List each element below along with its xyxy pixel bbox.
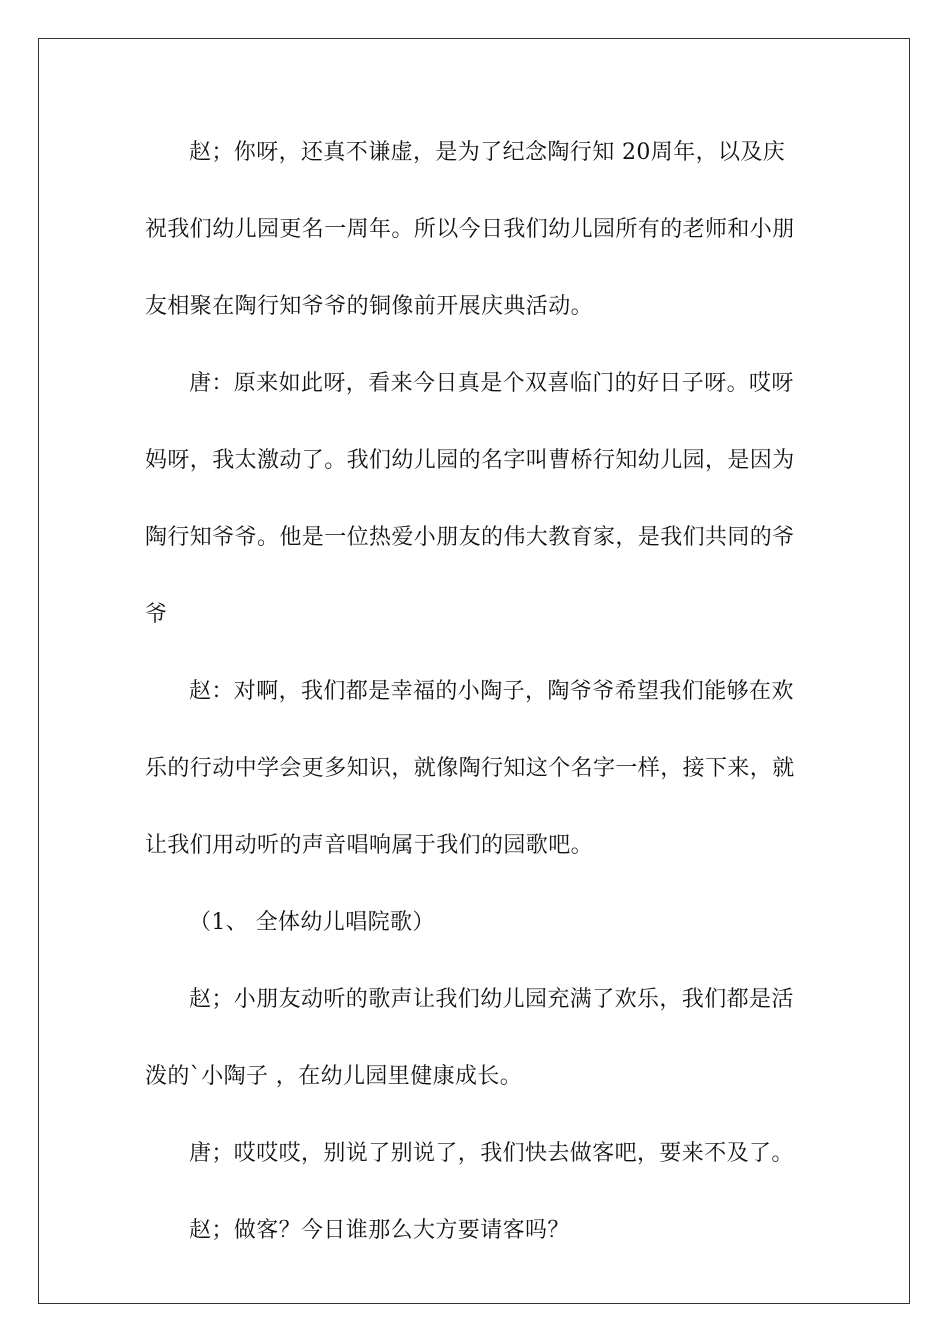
text-line: 唐：原来如此呀，看来今日真是个双喜临门的好日子呀。哎呀 — [189, 371, 794, 396]
text-line: 唐；哎哎哎，别说了别说了，我们快去做客吧，要来不及了。 — [189, 1141, 794, 1166]
text-line: 泼的`小陶子 ，在幼儿园里健康成长。 — [145, 1064, 523, 1089]
text-line: 乐的行动中学会更多知识，就像陶行知这个名字一样，接下来，就 — [145, 756, 795, 781]
text-line: 妈呀，我太激动了。我们幼儿园的名字叫曹桥行知幼儿园，是因为 — [145, 448, 795, 473]
document-body — [145, 133, 795, 1288]
text-line: 友相聚在陶行知爷爷的铜像前开展庆典活动。 — [145, 294, 594, 319]
text-line: （1、 全体幼儿唱院歌） — [189, 910, 435, 935]
text-line: 祝我们幼儿园更名一周年。所以今日我们幼儿园所有的老师和小朋 — [145, 217, 795, 242]
text-line: 让我们用动听的声音唱响属于我们的园歌吧。 — [145, 833, 594, 858]
text-line: 赵；做客？今日谁那么大方要请客吗？ — [189, 1218, 570, 1243]
text-line: 陶行知爷爷。他是一位热爱小朋友的伟大教育家，是我们共同的爷 — [145, 525, 795, 550]
text-line: 爷 — [145, 602, 168, 627]
text-line: 赵；小朋友动听的歌声让我们幼儿园充满了欢乐，我们都是活 — [189, 987, 794, 1012]
text-line: 赵；你呀，还真不谦虚，是为了纪念陶行知 20周年，以及庆 — [189, 140, 786, 165]
text-line: 赵：对啊，我们都是幸福的小陶子，陶爷爷希望我们能够在欢 — [189, 679, 794, 704]
